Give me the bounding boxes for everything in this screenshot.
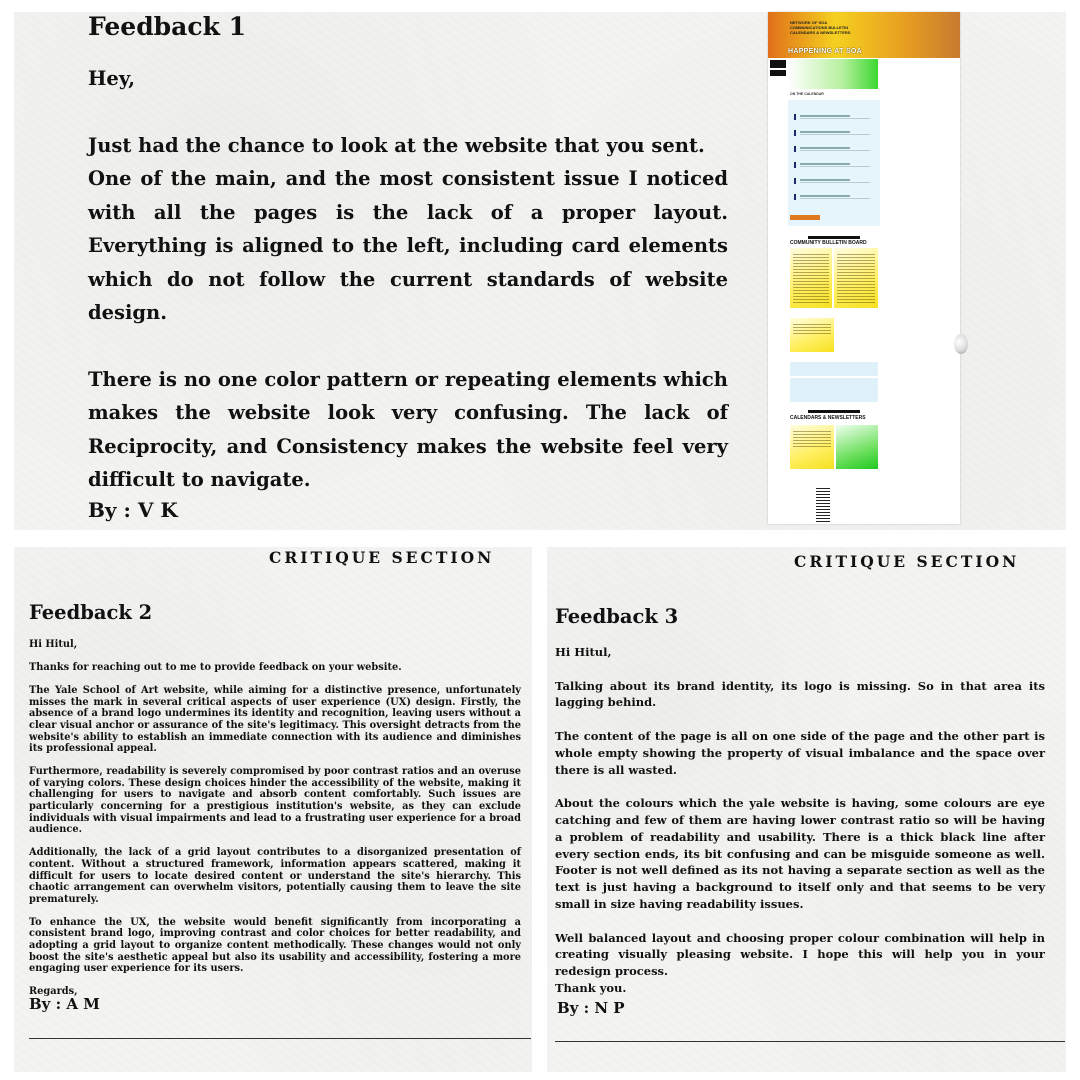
feedback-3-thanks: Thank you. — [555, 980, 627, 995]
website-orange-button — [790, 215, 820, 220]
feedback-2-paragraph: Furthermore, readability is severely compromised by poor contrast ratios and an overuse of varying colors. These design choices hinder the accessibility of the website, making it challenging for users to navigate and absorb content comfortably. Such issues are particularly concerning for a prestigious institution's website, as they can exclude individuals with visual impairments and lead to a frustrating user experience for a broad audience. — [29, 766, 521, 836]
website-info-box — [790, 378, 878, 402]
feedback-3-paragraph: Talking about its brand identity, its logo is missing. So in that area its lagging behind. — [555, 678, 1045, 710]
website-bulletin-heading: COMMUNITY BULLETIN BOARD — [790, 240, 867, 246]
feedback-2-paragraph: To enhance the UX, the website would benefit significantly from incorporating a consistent brand logo, improving contrast and color choices for better readability, and adopting a grid layout to organize content methodically. These changes would not only boost the site's aesthetic appeal but also its usability and accessibility, fostering a more engaging user experience for its users. — [29, 916, 521, 975]
website-bulletin-card — [834, 248, 878, 308]
feedback-3-byline: By : N P — [557, 999, 625, 1017]
website-calendar-box — [788, 100, 880, 226]
website-info-box — [790, 362, 878, 376]
website-newsletters-heading: CALENDARS & NEWSLETTERS — [790, 415, 866, 421]
feedback-1-greeting: Hey, — [88, 67, 136, 90]
feedback-2-paragraph: The Yale School of Art website, while aiming for a distinctive presence, unfortunately misses the mark in several critical aspects of user experience (UX) design. Firstly, the absence of a brand logo undermines its identity and recognition, leaving users without a clear visual anchor or assurance of the site's legitimacy. This oversight detracts from the website's ability to establish an immediate connection with its audience and diminishes its professional appeal. — [29, 685, 521, 755]
website-side-nav — [770, 70, 786, 76]
calendar-row — [794, 194, 874, 200]
feedback-2-greeting: Hi Hitul, — [29, 639, 78, 650]
website-bulletin-card — [790, 318, 834, 352]
website-side-nav — [770, 60, 786, 68]
website-newsletter-card — [790, 425, 834, 469]
feedback-3-title: Feedback 3 — [555, 605, 679, 628]
feedback-1-paragraph: One of the main, and the most consistent issue I noticed with all the pages is the lack of a proper layout. Everything is aligned to the left, including card elements which do not follow the current standards of website design. — [88, 167, 728, 324]
feedback-2-paragraph: Thanks for reaching out to me to provide feedback on your website. — [29, 662, 402, 674]
feedback-1-paragraph: Just had the chance to look at the website that you sent. — [88, 133, 705, 157]
calendar-row — [794, 114, 874, 120]
feedback-2-title: Feedback 2 — [29, 601, 153, 624]
feedback-2-card — [14, 547, 532, 1072]
website-happening-heading: HAPPENING AT SOA — [788, 48, 863, 55]
feedback-3-greeting: Hi Hitul, — [555, 645, 612, 659]
calendar-row — [794, 146, 874, 152]
critique-section-heading: CRITIQUE SECTION — [794, 552, 1020, 571]
website-footer — [816, 488, 830, 522]
calendar-row — [794, 130, 874, 136]
feedback-3-paragraph: About the colours which the yale website is having, some colours are eye catching and few of them are having lower contrast ratio so will be having a problem of readability and usability. There is a thick black line after every section ends, its bit confusing and can be misguide someone as well. Footer is not well defined as its not having a separate section as well as the text is just having a background to itself only and that seems to be very small in size having readability issues. — [555, 796, 1045, 911]
feedback-1-card — [14, 12, 1066, 530]
feedback-3-body — [555, 644, 1045, 1014]
scroll-handle-icon — [954, 334, 968, 354]
feedback-2-closing: Regards, — [29, 986, 78, 998]
feedback-1-title: Feedback 1 — [88, 12, 246, 41]
divider — [555, 1041, 1065, 1042]
website-green-notice — [788, 59, 878, 89]
website-section-divider — [808, 236, 860, 239]
feedback-2-byline: By : A M — [29, 995, 100, 1013]
website-newsletter-card — [836, 425, 878, 469]
feedback-3-paragraph: The content of the page is all on one side of the page and the other part is whole empty showing the property of visual imbalance and the space over there is all wasted. — [555, 728, 1045, 777]
feedback-2-paragraph: Additionally, the lack of a grid layout contributes to a disorganized presentation of content. Without a structured framework, information appears scattered, making it difficult for users to locate desired content or understand the site's hierarchy. This chaotic arrangement can overwhelm visitors, potentially causing them to leave the site prematurely. — [29, 847, 521, 905]
feedback-3-paragraph: Well balanced layout and choosing proper colour combination will help in creating visually pleasing website. I hope this will help you in your redesign process. — [555, 930, 1045, 979]
website-section-divider — [808, 410, 860, 413]
divider — [29, 1038, 531, 1039]
feedback-1-body — [88, 62, 728, 497]
website-screenshot — [768, 12, 960, 524]
feedback-1-paragraph: There is no one color pattern or repeating elements which makes the website look very confusing. The lack of Reciprocity, and Consistency makes the website feel very difficult to navigate. — [88, 367, 728, 491]
feedback-1-byline: By : V K — [88, 498, 178, 522]
calendar-row — [794, 162, 874, 168]
calendar-row — [794, 178, 874, 184]
website-banner-text: NETWORK OF SOA COMMUNICATIONS BULLETIN CALENDARS & NEWSLETTERS — [790, 20, 851, 35]
website-bulletin-card — [790, 248, 832, 308]
website-calendar-label: ON THE CALENDAR — [790, 92, 824, 96]
feedback-3-card — [547, 547, 1066, 1072]
feedback-2-body — [29, 639, 521, 1009]
critique-section-heading: CRITIQUE SECTION — [269, 548, 495, 567]
